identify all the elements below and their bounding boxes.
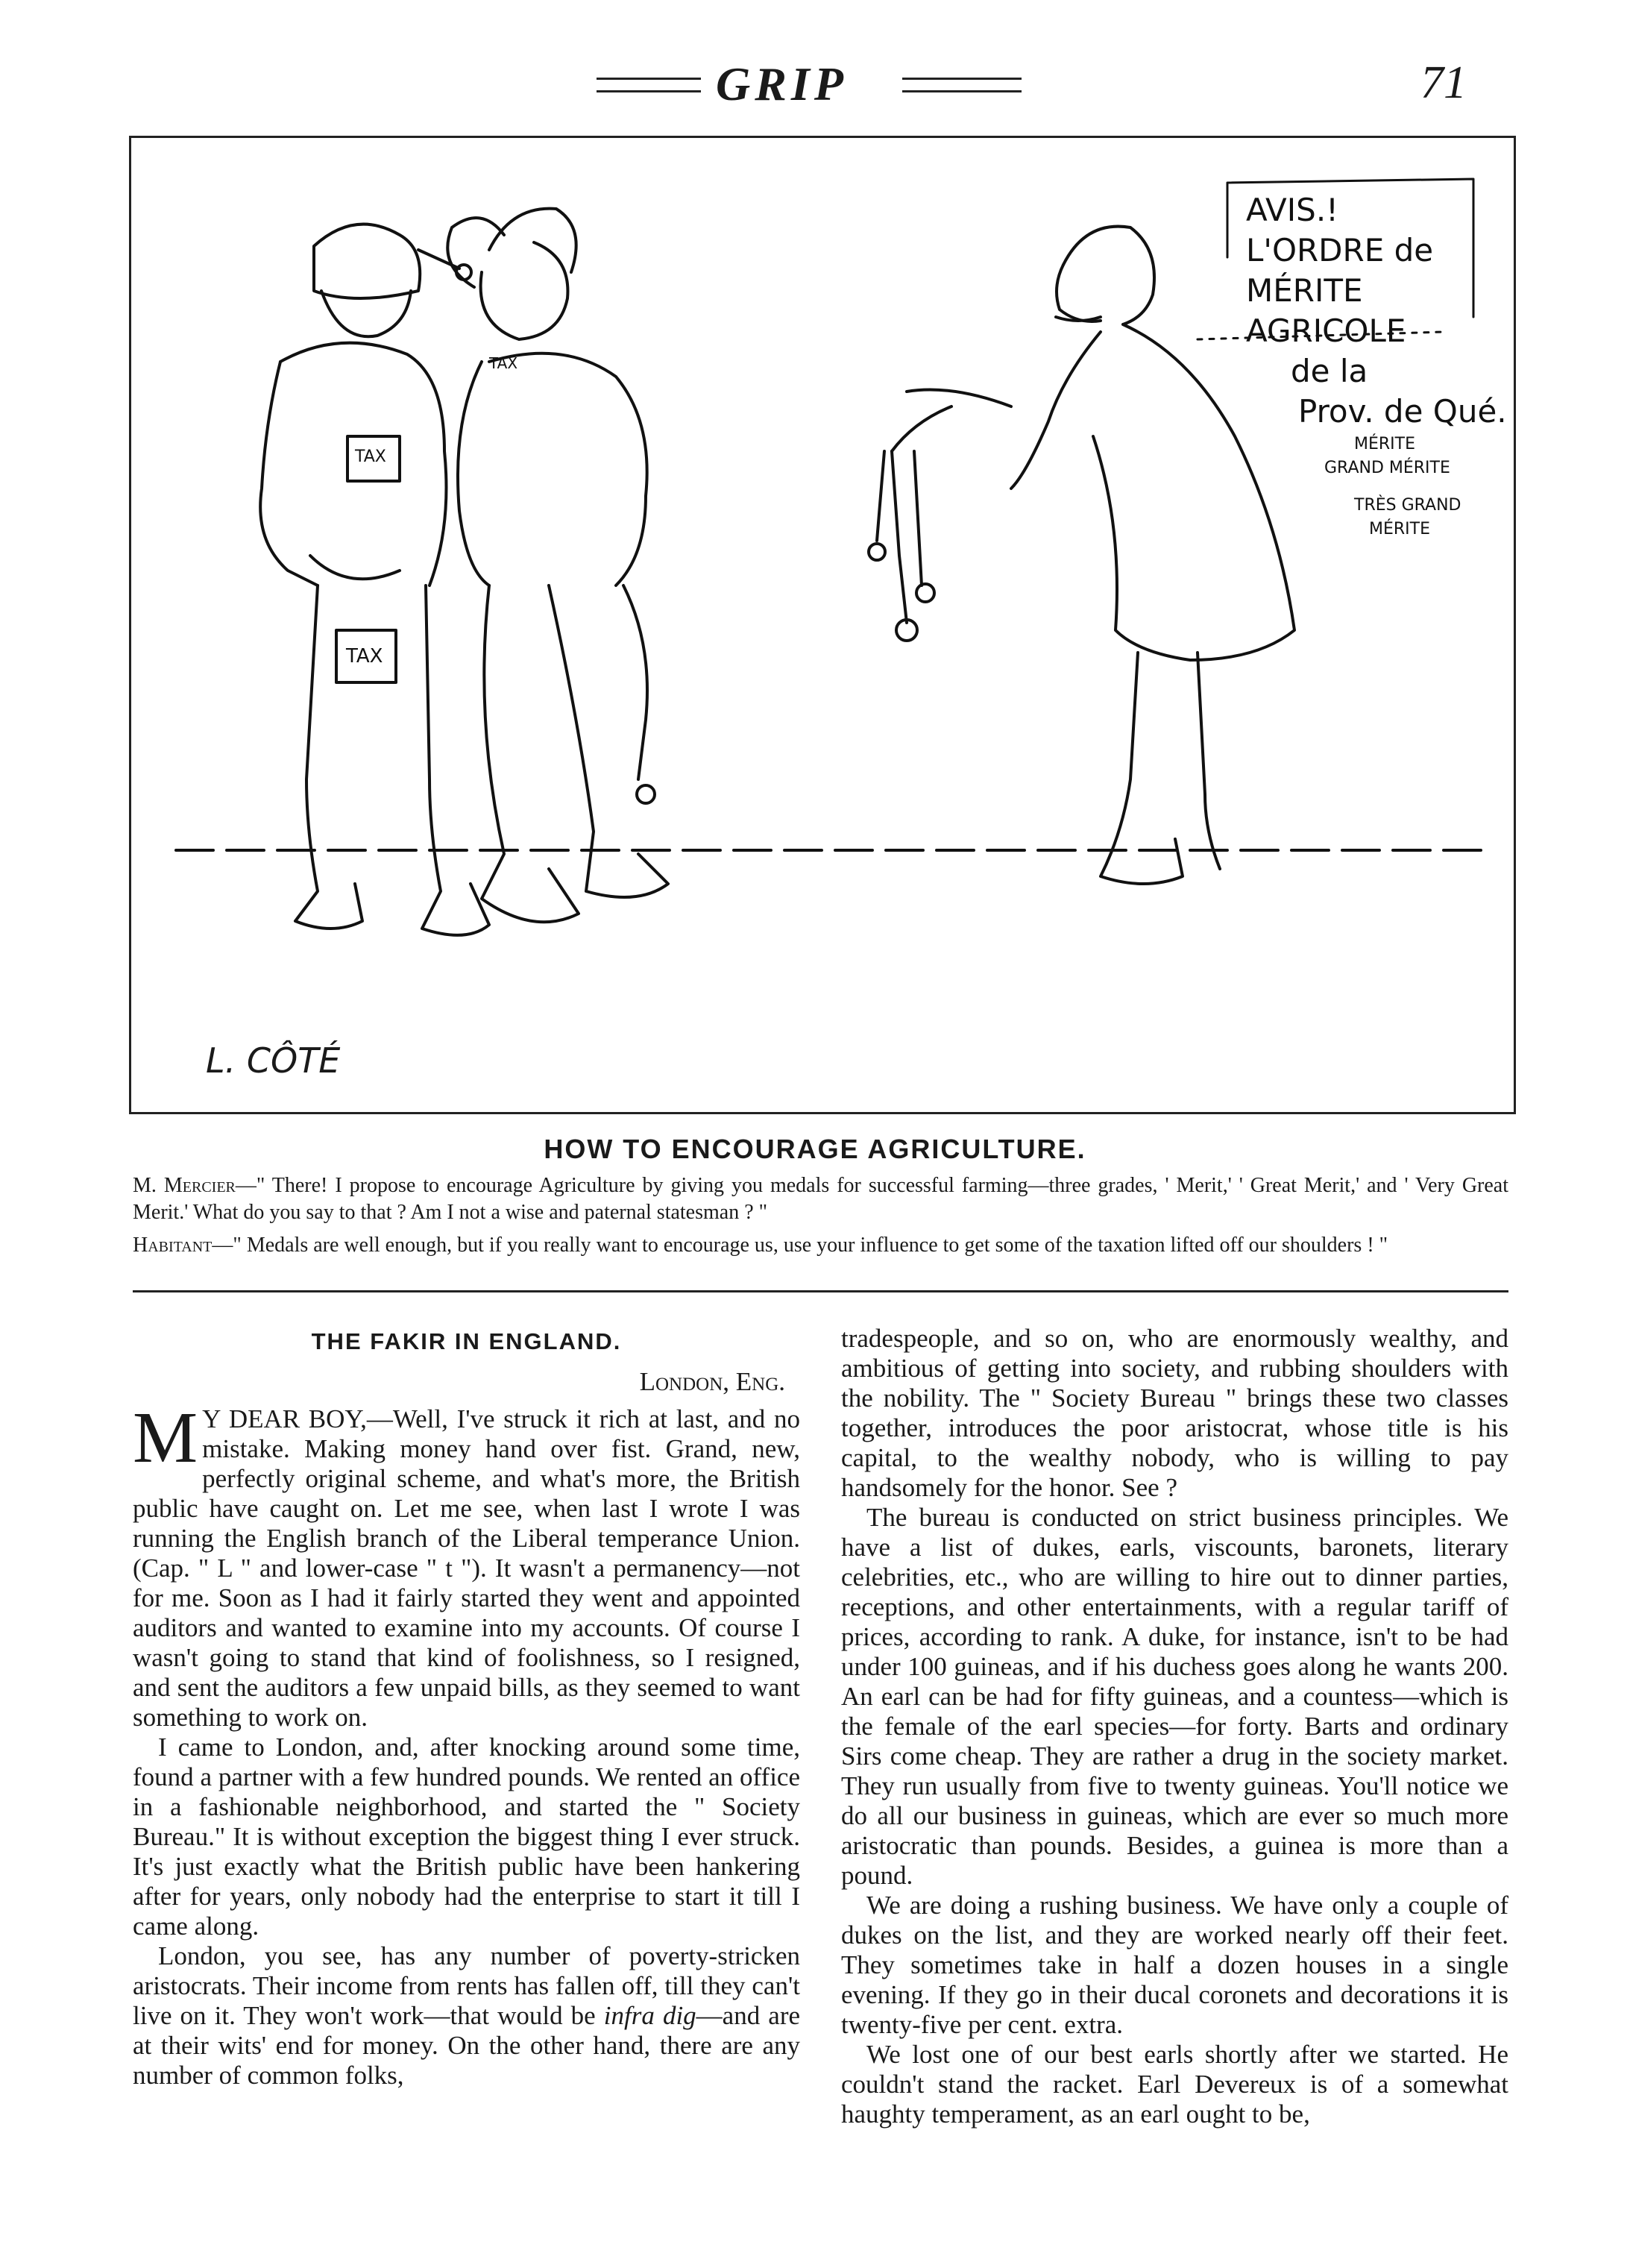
article-paragraph: I came to London, and, after knocking around some time, found a partner with a few hundred pounds. We rented an office in a fashionable neighborhood, and started the " Society Bureau." It is without exception the biggest thing I ever struck. It's just exactly what the British public have been hankering after for years, only nobody had the enterprise to start it till I came along. <box>133 1733 800 1941</box>
article-column-left <box>133 1324 800 2090</box>
drop-cap: M <box>133 1398 198 1478</box>
sign-line: de la <box>1291 353 1368 389</box>
article-paragraph: We are doing a rushing business. We have only a couple of dukes on the list, and they are worked nearly off their feet. They sometimes take in half a dozen houses in a single evening. If they go in their ducal coronets and decorations it is twenty-five per cent. extra. <box>841 1891 1508 2039</box>
page-number: 71 <box>1420 57 1467 108</box>
cartoon-illustration <box>129 136 1516 1114</box>
sign-line: Prov. de Qué. <box>1298 393 1507 430</box>
grade-label: GRAND MÉRITE <box>1324 459 1450 477</box>
paragraph-text: —and are at their wits' end for money. On the other hand, there are any number of common folks, <box>133 2001 801 2090</box>
masthead <box>0 54 1630 121</box>
sign-line: MÉRITE <box>1246 272 1363 309</box>
caption-divider <box>133 1290 1508 1292</box>
article-paragraph: The bureau is conducted on strict business principles. We have a list of dukes, earls, viscounts, baronets, literary celebrities, etc., who are willing to hire out to dinner parties, receptions, and other entertainments, with a regular tariff of prices, according to rank. A duke, for instance, isn't to be had under 100 guineas, and if his duchess goes along he wants 200. An earl can be had for fifty guineas, and a countess—which is the female of the earl species—for forty. Barts and ordinary Sirs come cheap. They are rather a drug in the society market. They run usually from five to twenty guineas. You'll notice we do all our business in guineas, which are ever so much more aristocratic than pounds. Besides, a guinea is more than a pound. <box>841 1503 1508 1890</box>
grade-labels <box>1324 433 1461 541</box>
article-paragraph: tradespeople, and so on, who are enormously wealthy, and ambitious of getting into society, and rubbing shoulders with the nobility. The " Society Bureau " brings these two classes together, introduces the poor aristocrat, whose title is his capital, to the wealthy nobody, who is willing to pay handsomely for the honor. See ? <box>841 1324 1508 1502</box>
italic-phrase: infra dig <box>603 2001 696 2030</box>
article-title: THE FAKIR IN ENGLAND. <box>311 1328 622 1354</box>
masthead-title: GRIP <box>716 57 848 110</box>
article-column-right <box>841 1324 1508 2129</box>
article-dateline: London, Eng. <box>639 1367 785 1396</box>
grade-label: MÉRITE <box>1354 435 1415 453</box>
tax-label: TAX <box>346 645 383 667</box>
tax-label: TAX <box>355 447 386 466</box>
sign-line: AGRICOLE <box>1246 312 1406 349</box>
grade-label: TRÈS GRAND <box>1354 496 1461 515</box>
caption-speaker: Habitant <box>133 1234 213 1257</box>
cartoon-caption-title: HOW TO ENCOURAGE AGRICULTURE. <box>544 1134 1086 1164</box>
caption-speaker: M. Mercier <box>133 1174 236 1197</box>
grade-label: MÉRITE <box>1369 520 1430 538</box>
paragraph-text: London, you see, has any number of poverty-stricken aristocrats. Their income from rents has fallen off, till they can't live on it. They won't work—that would be <box>133 1941 800 2030</box>
caption-mercier <box>133 1172 1508 1226</box>
article-paragraph <box>133 1398 800 1733</box>
masthead-rule-left <box>597 78 701 92</box>
tax-label: TAX <box>489 354 518 372</box>
sign-notice <box>1246 190 1507 432</box>
article-paragraph <box>133 1941 800 2090</box>
caption-speech: —" There! I propose to encourage Agriculture by giving you medals for successful farming—three grades, ' Merit,' ' Great Merit,' and ' Very Great Merit.' What do you say to that ? Am I not a wise and paternal statesman ? " <box>133 1174 1508 1224</box>
sign-line: L'ORDRE de <box>1246 232 1434 268</box>
caption-habitant <box>133 1232 1508 1259</box>
sign-line: AVIS.! <box>1246 192 1339 228</box>
artist-signature: L. CÔTÉ <box>206 1040 341 1081</box>
caption-speech: —" Medals are well enough, but if you really want to encourage us, use your influence to get some of the taxation lifted off our shoulders ! " <box>212 1234 1388 1257</box>
article-paragraph: We lost one of our best earls shortly after we started. He couldn't stand the racket. Earl Devereux is of a somewhat haughty temperament, as an earl ought to be, <box>841 2040 1508 2129</box>
paragraph-text: Y DEAR BOY,—Well, I've struck it rich at last, and no mistake. Making money hand over fist. Grand, new, perfectly original scheme, and what's more, the British public have caught on. Let me see, when last I wrote I was running the English branch of the Liberal temperance Union. (Cap. " L " and lower-case " t "). It wasn't a permanency—not for me. Soon as I had it fairly started they went and appointed auditors and wanted to examine into my accounts. Of course I wasn't going to stand that kind of foolishness, so I resigned, and sent the auditors a few unpaid bills, as they seemed to want something to work on. <box>133 1404 800 1732</box>
masthead-rule-right <box>902 78 1022 92</box>
